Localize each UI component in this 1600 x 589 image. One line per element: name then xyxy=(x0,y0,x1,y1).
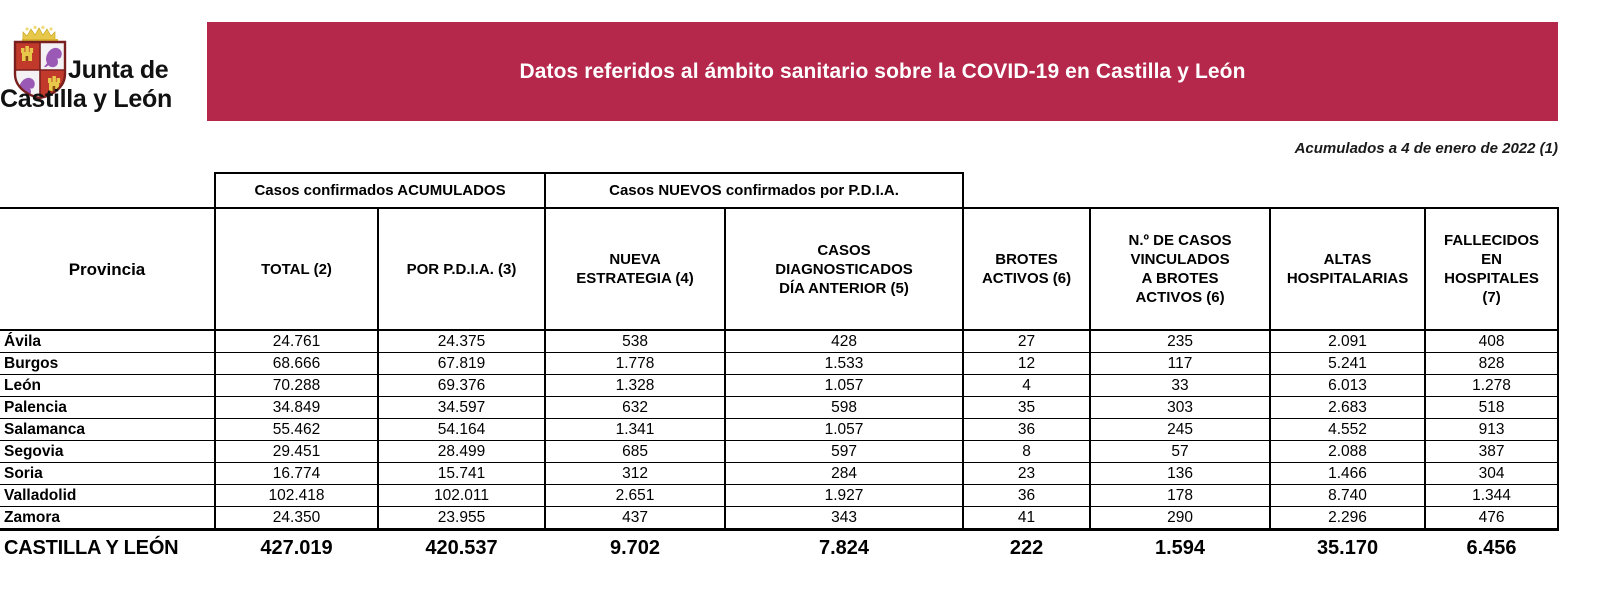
cell-por-pdia: 15.741 xyxy=(378,463,545,485)
cell-total: 70.288 xyxy=(215,375,378,397)
column-header-por-pdia: POR P.D.I.A. (3) xyxy=(378,208,545,330)
header-line: NUEVA xyxy=(609,251,661,268)
cell-fallecidos: 1.278 xyxy=(1425,375,1558,397)
cell-total: 55.462 xyxy=(215,419,378,441)
cell-fallecidos: 1.344 xyxy=(1425,485,1558,507)
cell-altas-hospitalarias: 5.241 xyxy=(1270,353,1425,375)
cell-casos-vinculados: 178 xyxy=(1090,485,1270,507)
cell-por-pdia: 67.819 xyxy=(378,353,545,375)
table-row xyxy=(0,441,1558,463)
cell-provincia: Soria xyxy=(0,463,215,485)
cell-por-pdia: 69.376 xyxy=(378,375,545,397)
table-row xyxy=(0,397,1558,419)
title-banner xyxy=(207,22,1558,121)
cell-altas-hospitalarias: 2.091 xyxy=(1270,330,1425,353)
table-foot xyxy=(0,530,1558,566)
cell-provincia: Ávila xyxy=(0,330,215,353)
cell-altas-hospitalarias: 2.683 xyxy=(1270,397,1425,419)
cell-brotes-activos: 23 xyxy=(963,463,1090,485)
header-line: CASOS xyxy=(817,241,871,259)
table-row xyxy=(0,463,1558,485)
header-line: (7) xyxy=(1482,289,1501,306)
cell-nueva-estrategia: 2.651 xyxy=(545,485,725,507)
column-header-total: TOTAL (2) xyxy=(215,208,378,330)
cell-provincia: Salamanca xyxy=(0,419,215,441)
cell-brotes-activos: 41 xyxy=(963,507,1090,530)
totals-fallecidos: 6.456 xyxy=(1425,530,1558,566)
cell-total: 29.451 xyxy=(215,441,378,463)
cell-nueva-estrategia: 312 xyxy=(545,463,725,485)
cell-diagnosticados-dia-anterior: 1.057 xyxy=(725,419,963,441)
table-row xyxy=(0,507,1558,530)
group-header-spacer-2 xyxy=(963,173,1090,208)
table-row xyxy=(0,375,1558,397)
cell-brotes-activos: 12 xyxy=(963,353,1090,375)
cell-diagnosticados-dia-anterior: 597 xyxy=(725,441,963,463)
header-line: ACTIVOS (6) xyxy=(1135,289,1225,306)
cell-fallecidos: 518 xyxy=(1425,397,1558,419)
cell-casos-vinculados: 245 xyxy=(1090,419,1270,441)
cell-brotes-activos: 36 xyxy=(963,419,1090,441)
cell-nueva-estrategia: 632 xyxy=(545,397,725,419)
table-row xyxy=(0,485,1558,507)
cell-nueva-estrategia: 538 xyxy=(545,330,725,353)
cell-brotes-activos: 35 xyxy=(963,397,1090,419)
cell-total: 16.774 xyxy=(215,463,378,485)
totals-total: 427.019 xyxy=(215,530,378,566)
totals-label: CASTILLA Y LEÓN xyxy=(0,530,215,566)
banner-title: Datos referidos al ámbito sanitario sobre la COVID-19 en Castilla y León xyxy=(519,59,1246,83)
cell-casos-vinculados: 117 xyxy=(1090,353,1270,375)
group-header-spacer xyxy=(0,173,215,208)
totals-brotes-activos: 222 xyxy=(963,530,1090,566)
covid-data-table xyxy=(0,172,1559,565)
group-header-spacer-5 xyxy=(1425,173,1558,208)
cell-por-pdia: 23.955 xyxy=(378,507,545,530)
cell-por-pdia: 102.011 xyxy=(378,485,545,507)
cell-nueva-estrategia: 1.778 xyxy=(545,353,725,375)
cell-nueva-estrategia: 685 xyxy=(545,441,725,463)
cell-por-pdia: 24.375 xyxy=(378,330,545,353)
cell-altas-hospitalarias: 8.740 xyxy=(1270,485,1425,507)
cell-nueva-estrategia: 1.328 xyxy=(545,375,725,397)
header-line: HOSPITALES xyxy=(1444,270,1539,287)
cell-casos-vinculados: 136 xyxy=(1090,463,1270,485)
cell-brotes-activos: 8 xyxy=(963,441,1090,463)
cell-total: 34.849 xyxy=(215,397,378,419)
column-header-casos-vinculados xyxy=(1090,208,1270,330)
totals-row xyxy=(0,530,1558,566)
table-row xyxy=(0,330,1558,353)
group-header-nuevos: Casos NUEVOS confirmados por P.D.I.A. xyxy=(545,173,963,208)
group-header-acumulados: Casos confirmados ACUMULADOS xyxy=(215,173,545,208)
cell-diagnosticados-dia-anterior: 1.533 xyxy=(725,353,963,375)
cell-casos-vinculados: 235 xyxy=(1090,330,1270,353)
table-row xyxy=(0,419,1558,441)
header-line: FALLECIDOS xyxy=(1444,232,1540,249)
cell-provincia: Zamora xyxy=(0,507,215,530)
cell-diagnosticados-dia-anterior: 428 xyxy=(725,330,963,353)
cell-por-pdia: 28.499 xyxy=(378,441,545,463)
cell-provincia: Segovia xyxy=(0,441,215,463)
covid-data-table-container xyxy=(0,172,1600,565)
cell-por-pdia: 34.597 xyxy=(378,397,545,419)
totals-diagnosticados: 7.824 xyxy=(725,530,963,566)
header-area xyxy=(0,0,1600,157)
cell-fallecidos: 387 xyxy=(1425,441,1558,463)
column-header-provincia: Provincia xyxy=(0,208,215,330)
totals-casos-vinculados: 1.594 xyxy=(1090,530,1270,566)
cell-provincia: Burgos xyxy=(0,353,215,375)
group-header-row xyxy=(0,173,1558,208)
cell-por-pdia: 54.164 xyxy=(378,419,545,441)
totals-altas-hospitalarias: 35.170 xyxy=(1270,530,1425,566)
cell-diagnosticados-dia-anterior: 284 xyxy=(725,463,963,485)
cell-brotes-activos: 27 xyxy=(963,330,1090,353)
cell-brotes-activos: 4 xyxy=(963,375,1090,397)
cell-altas-hospitalarias: 4.552 xyxy=(1270,419,1425,441)
cell-diagnosticados-dia-anterior: 1.927 xyxy=(725,485,963,507)
totals-nueva-estrategia: 9.702 xyxy=(545,530,725,566)
group-header-spacer-3 xyxy=(1090,173,1270,208)
cell-provincia: León xyxy=(0,375,215,397)
header-line: N.º DE CASOS xyxy=(1128,232,1232,249)
cell-total: 24.350 xyxy=(215,507,378,530)
column-header-nueva-estrategia xyxy=(545,208,725,330)
cell-altas-hospitalarias: 1.466 xyxy=(1270,463,1425,485)
cell-brotes-activos: 36 xyxy=(963,485,1090,507)
cell-fallecidos: 913 xyxy=(1425,419,1558,441)
cell-nueva-estrategia: 1.341 xyxy=(545,419,725,441)
table-body xyxy=(0,330,1558,530)
cell-casos-vinculados: 290 xyxy=(1090,507,1270,530)
cell-casos-vinculados: 57 xyxy=(1090,441,1270,463)
logo-line-1: Junta de xyxy=(68,56,169,84)
cell-nueva-estrategia: 437 xyxy=(545,507,725,530)
header-line: BROTES xyxy=(995,251,1058,268)
logo-line-2: Castilla y León xyxy=(0,85,172,113)
column-header-diagnosticados-dia-anterior xyxy=(725,208,963,330)
column-header-altas-hospitalarias xyxy=(1270,208,1425,330)
cell-altas-hospitalarias: 2.088 xyxy=(1270,441,1425,463)
accumulated-date-note: Acumulados a 4 de enero de 2022 (1) xyxy=(1294,140,1558,157)
cell-fallecidos: 408 xyxy=(1425,330,1558,353)
header-line: VINCULADOS xyxy=(1130,251,1230,268)
cell-fallecidos: 304 xyxy=(1425,463,1558,485)
header-line: A BROTES xyxy=(1141,270,1219,287)
cell-fallecidos: 476 xyxy=(1425,507,1558,530)
junta-logo xyxy=(0,18,200,133)
cell-provincia: Valladolid xyxy=(0,485,215,507)
column-header-fallecidos xyxy=(1425,208,1558,330)
header-line: HOSPITALARIAS xyxy=(1286,270,1409,287)
cell-diagnosticados-dia-anterior: 343 xyxy=(725,507,963,530)
cell-fallecidos: 828 xyxy=(1425,353,1558,375)
column-header-brotes-activos xyxy=(963,208,1090,330)
cell-casos-vinculados: 33 xyxy=(1090,375,1270,397)
table-row xyxy=(0,353,1558,375)
totals-por-pdia: 420.537 xyxy=(378,530,545,566)
cell-total: 68.666 xyxy=(215,353,378,375)
cell-altas-hospitalarias: 6.013 xyxy=(1270,375,1425,397)
cell-provincia: Palencia xyxy=(0,397,215,419)
group-header-spacer-4 xyxy=(1270,173,1425,208)
header-line: ALTAS xyxy=(1323,251,1372,268)
column-header-row xyxy=(0,208,1558,330)
header-line: EN xyxy=(1481,251,1502,268)
table-head xyxy=(0,173,1558,330)
header-line: ESTRATEGIA (4) xyxy=(576,270,694,287)
cell-total: 102.418 xyxy=(215,485,378,507)
header-line: DÍA ANTERIOR (5) xyxy=(779,279,909,297)
cell-total: 24.761 xyxy=(215,330,378,353)
cell-altas-hospitalarias: 2.296 xyxy=(1270,507,1425,530)
header-line: ACTIVOS (6) xyxy=(981,270,1072,287)
cell-diagnosticados-dia-anterior: 1.057 xyxy=(725,375,963,397)
header-line: DIAGNOSTICADOS xyxy=(775,260,913,278)
cell-casos-vinculados: 303 xyxy=(1090,397,1270,419)
cell-diagnosticados-dia-anterior: 598 xyxy=(725,397,963,419)
